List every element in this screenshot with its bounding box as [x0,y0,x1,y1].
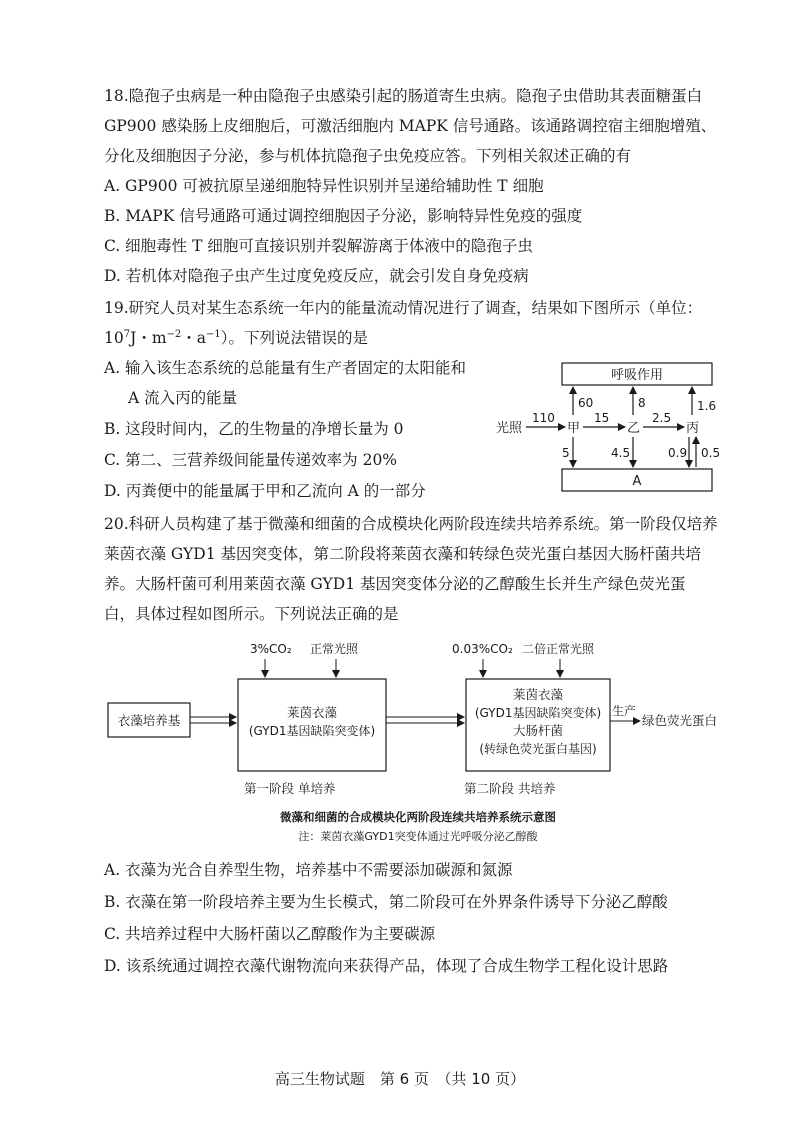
medium-label: 衣藻培养基 [117,713,181,728]
stage1-co2: 3%CO₂ [250,642,292,656]
q18-option-c: C. 细胞毒性 T 细胞可直接识别并裂解游离于体液中的隐孢子虫 [104,237,533,255]
q19-stem-line1: 19.研究人员对某生态系统一年内的能量流动情况进行了调查，结果如下图所示（单位： [104,299,703,317]
produce-label: 生产 [612,704,637,718]
stage1-light: 正常光照 [310,642,359,656]
value-yi-resp: 8 [638,396,646,410]
unit-mid: ・a [181,329,207,347]
value-bing-resp: 1.6 [697,399,717,413]
unit-rest: J・m [130,329,167,347]
q18-stem-line2: GP900 感染肠上皮细胞后，可激活细胞内 MAPK 信号通路。该通路调控宿主细胞增殖、 [104,117,717,135]
node-yi: 乙 [627,421,641,436]
stage1-box-line2: (GYD1基因缺陷突变体) [248,724,376,738]
q18-stem-line3: 分化及细胞因子分泌，参与机体抗隐孢子虫免疫应答。下列相关叙述正确的有 [104,147,632,165]
q20-stem-line2: 莱茵衣藻 GYD1 基因突变体，第二阶段将莱茵衣藻和转绿色荧光蛋白基因大肠杆菌共培 [104,545,701,563]
diagram-caption: 微藻和细菌的合成模块化两阶段连续共培养系统示意图 [280,810,556,824]
q20-option-b: B. 衣藻在第一阶段培养主要为生长模式，第二阶段可在外界条件诱导下分泌乙醇酸 [104,893,668,911]
unit-exp3: −1 [206,328,221,340]
q18-option-b: B. MAPK 信号通路可通过调控细胞因子分泌，影响特异性免疫的强度 [104,207,583,225]
unit-exp2: −2 [166,328,182,340]
source-light: 光照 [496,421,523,436]
unit-exp: 7 [123,328,131,340]
stage2-box-line3: 大肠杆菌 [512,723,564,738]
stage2-light: 二倍正常光照 [522,642,595,656]
q20-option-c: C. 共培养过程中大肠杆菌以乙醇酸作为主要碳源 [104,925,436,943]
value-jia-a: 5 [562,446,570,460]
q18-option-d: D. 若机体对隐孢子虫产生过度免疫反应，就会引发自身免疫病 [104,267,529,285]
q18-option-a: A. GP900 可被抗原呈递细胞特异性识别并呈递给辅助性 T 细胞 [104,177,544,195]
q18-stem-line1: 18.隐孢子虫病是一种由隐孢子虫感染引起的肠道寄生虫病。隐孢子虫借助其表面糖蛋白 [104,87,703,105]
respiration-label: 呼吸作用 [610,368,664,383]
product-label: 绿色荧光蛋白 [642,713,718,728]
energy-flow-diagram [490,355,730,495]
q19-option-b: B. 这段时间内，乙的生物量的净增长量为 0 [104,420,404,438]
value-yi-a: 4.5 [611,446,631,460]
value-jia-yi: 15 [594,411,610,425]
q19-stem-line2 [104,328,368,348]
node-bing: 丙 [686,421,700,436]
unit-base: 10 [104,329,124,347]
q19-option-d: D. 丙粪便中的能量属于甲和乙流向 A 的一部分 [104,482,426,500]
stage2-label: 第二阶段 共培养 [464,781,556,796]
q20-stem-line1: 20.科研人员构建了基于微藻和细菌的合成模块化两阶段连续共培养系统。第一阶段仅培养 [104,515,718,533]
value-bing-a: 0.9 [668,446,688,460]
value-a-bing: 0.5 [701,446,721,460]
q19-option-a-cont: A 流入丙的能量 [128,389,238,407]
stage2-box-line2: (GYD1基因缺陷突变体) [474,706,602,720]
value-light-jia: 110 [532,411,555,425]
stage2-box-line1: 莱茵衣藻 [512,687,564,702]
q20-stem-line3: 养。大肠杆菌可利用莱茵衣藻 GYD1 基因突变体分泌的乙醇酸生长并生产绿色荧光蛋 [104,575,686,593]
q20-option-a: A. 衣藻为光合自养型生物，培养基中不需要添加碳源和氮源 [104,861,513,879]
value-yi-bing: 2.5 [652,411,672,425]
q20-stem-line4: 白，具体过程如图所示。下列说法正确的是 [104,605,399,623]
q19-option-a: A. 输入该生态系统的总能量有生产者固定的太阳能和 [104,359,467,377]
stage2-co2: 0.03%CO₂ [452,642,513,656]
stage1-label: 第一阶段 单培养 [244,781,336,796]
coculture-diagram [100,635,740,850]
q19-option-c: C. 第二、三营养级间能量传递效率为 20% [104,451,398,469]
stage1-box-line1: 莱茵衣藻 [286,705,338,720]
node-jia: 甲 [567,421,581,436]
value-jia-resp: 60 [578,396,594,410]
q20-option-d: D. 该系统通过调控衣藻代谢物流向来获得产品，体现了合成生物学工程化设计思路 [104,957,669,975]
page-footer: 高三生物试题 第 6 页 （共 10 页） [274,1070,526,1088]
decomposer-label: A [632,474,642,489]
stage2-box-line4: (转绿色荧光蛋白基因) [479,742,597,756]
unit-tail: ）。下列说法错误的是 [220,329,369,347]
diagram-note: 注：莱茵衣藻GYD1突变体通过光呼吸分泌乙醇酸 [298,830,538,843]
